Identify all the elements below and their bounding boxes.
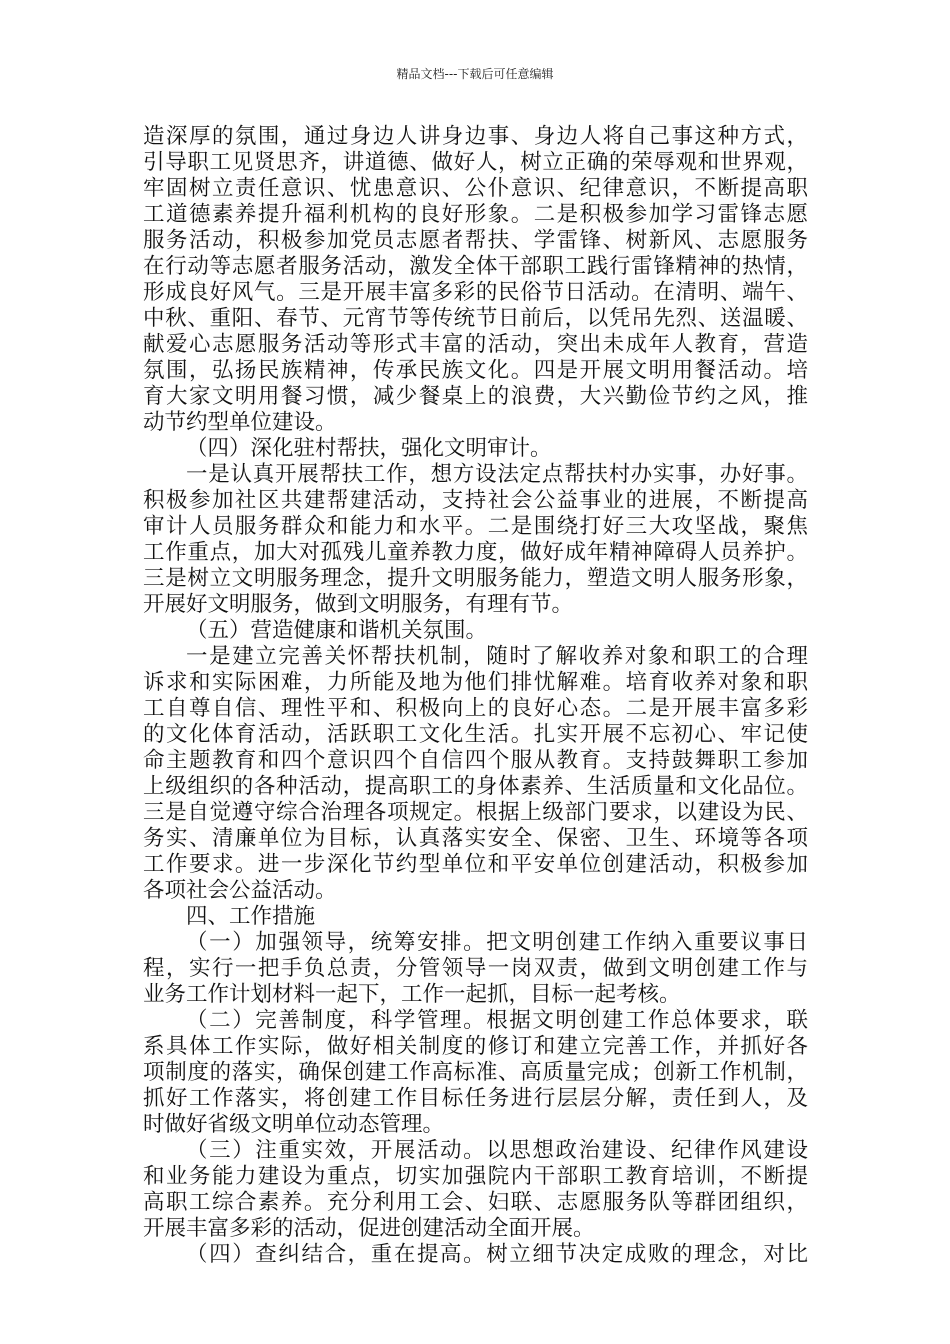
text-line: （二）完善制度，科学管理。根据文明创建工作总体要求，联	[186, 1008, 808, 1033]
text-line: 中秋、重阳、春节、元宵节等传统节日前后，以凭吊先烈、送温暖、	[143, 306, 808, 331]
text-line: （五）营造健康和谐机关氛围。	[186, 618, 488, 643]
text-line: 工作重点，加大对孤残儿童养教力度，做好成年精神障碍人员养护。	[143, 540, 808, 565]
text-line: 造深厚的氛围，通过身边人讲身边事、身边人将自己事这种方式，	[143, 124, 808, 149]
text-line: 氛围，弘扬民族精神，传承民族文化。四是开展文明用餐活动。培	[143, 358, 808, 383]
text-line: 育大家文明用餐习惯，减少餐桌上的浪费，大兴勤俭节约之风，推	[143, 384, 808, 409]
text-line: 审计人员服务群众和能力和水平。二是围绕打好三大攻坚战，聚焦	[143, 514, 808, 539]
text-line: 一是认真开展帮扶工作，想方设法定点帮扶村办实事，办好事。	[186, 462, 808, 487]
text-line: 工作要求。进一步深化节约型单位和平安单位创建活动，积极参加	[143, 852, 808, 877]
text-line: 高职工综合素养。充分利用工会、妇联、志愿服务队等群团组织，	[143, 1190, 808, 1215]
text-line: 项制度的落实，确保创建工作高标准、高质量完成；创新工作机制，	[143, 1060, 808, 1085]
text-line: 动节约型单位建设。	[143, 410, 337, 435]
text-line: 程，实行一把手负总责，分管领导一岗双责，做到文明创建工作与	[143, 956, 808, 981]
text-line: 服务活动，积极参加党员志愿者帮扶、学雷锋、树新风、志愿服务	[143, 228, 808, 253]
text-line: （四）查纠结合，重在提高。树立细节决定成败的理念，对比	[186, 1242, 808, 1267]
page-header: 精品文档---下载后可任意编辑	[396, 67, 554, 81]
text-line: 积极参加社区共建帮建活动，支持社会公益事业的进展，不断提高	[143, 488, 808, 513]
text-line: （四）深化驻村帮扶，强化文明审计。	[186, 436, 552, 461]
text-line: 诉求和实际困难，力所能及地为他们排忧解难。培育收养对象和职	[143, 670, 808, 695]
text-line: 各项社会公益活动。	[143, 878, 337, 903]
text-line: 三是树立文明服务理念，提升文明服务能力，塑造文明人服务形象，	[143, 566, 808, 591]
text-line: 和业务能力建设为重点，切实加强院内干部职工教育培训，不断提	[143, 1164, 808, 1189]
text-line: 开展好文明服务，做到文明服务，有理有节。	[143, 592, 574, 617]
text-line: 一是建立完善关怀帮扶机制，随时了解收养对象和职工的合理	[186, 644, 808, 669]
text-line: （一）加强领导，统筹安排。把文明创建工作纳入重要议事日	[186, 930, 808, 955]
text-line: 系具体工作实际，做好相关制度的修订和建立完善工作，并抓好各	[143, 1034, 808, 1059]
text-line: 时做好省级文明单位动态管理。	[143, 1112, 445, 1137]
text-line: 工自尊自信、理性平和、积极向上的良好心态。二是开展丰富多彩	[143, 696, 808, 721]
text-line: 抓好工作落实，将创建工作目标任务进行层层分解，责任到人，及	[143, 1086, 808, 1111]
text-line: 三是自觉遵守综合治理各项规定。根据上级部门要求，以建设为民、	[143, 800, 808, 825]
text-line: 牢固树立责任意识、忧患意识、公仆意识、纪律意识，不断提高职	[143, 176, 808, 201]
text-line: 开展丰富多彩的活动，促进创建活动全面开展。	[143, 1216, 595, 1241]
text-line: 形成良好风气。三是开展丰富多彩的民俗节日活动。在清明、端午、	[143, 280, 808, 305]
text-line: （三）注重实效，开展活动。以思想政治建设、纪律作风建设	[186, 1138, 808, 1163]
text-line: 命主题教育和四个意识四个自信四个服从教育。支持鼓舞职工参加	[143, 748, 808, 773]
text-line: 工道德素养提升福利机构的良好形象。二是积极参加学习雷锋志愿	[143, 202, 808, 227]
text-line: 业务工作计划材料一起下，工作一起抓，目标一起考核。	[143, 982, 681, 1007]
text-line: 的文化体育活动，活跃职工文化生活。扎实开展不忘初心、牢记使	[143, 722, 808, 747]
text-line: 四、工作措施	[186, 904, 316, 929]
text-line: 在行动等志愿者服务活动，激发全体干部职工践行雷锋精神的热情，	[143, 254, 808, 279]
text-line: 引导职工见贤思齐，讲道德、做好人，树立正确的荣辱观和世界观，	[143, 150, 808, 175]
document-body	[143, 124, 808, 1268]
text-line: 务实、清廉单位为目标，认真落实安全、保密、卫生、环境等各项	[143, 826, 808, 851]
text-line: 献爱心志愿服务活动等形式丰富的活动，突出未成年人教育，营造	[143, 332, 808, 357]
text-line: 上级组织的各种活动，提高职工的身体素养、生活质量和文化品位。	[143, 774, 808, 799]
